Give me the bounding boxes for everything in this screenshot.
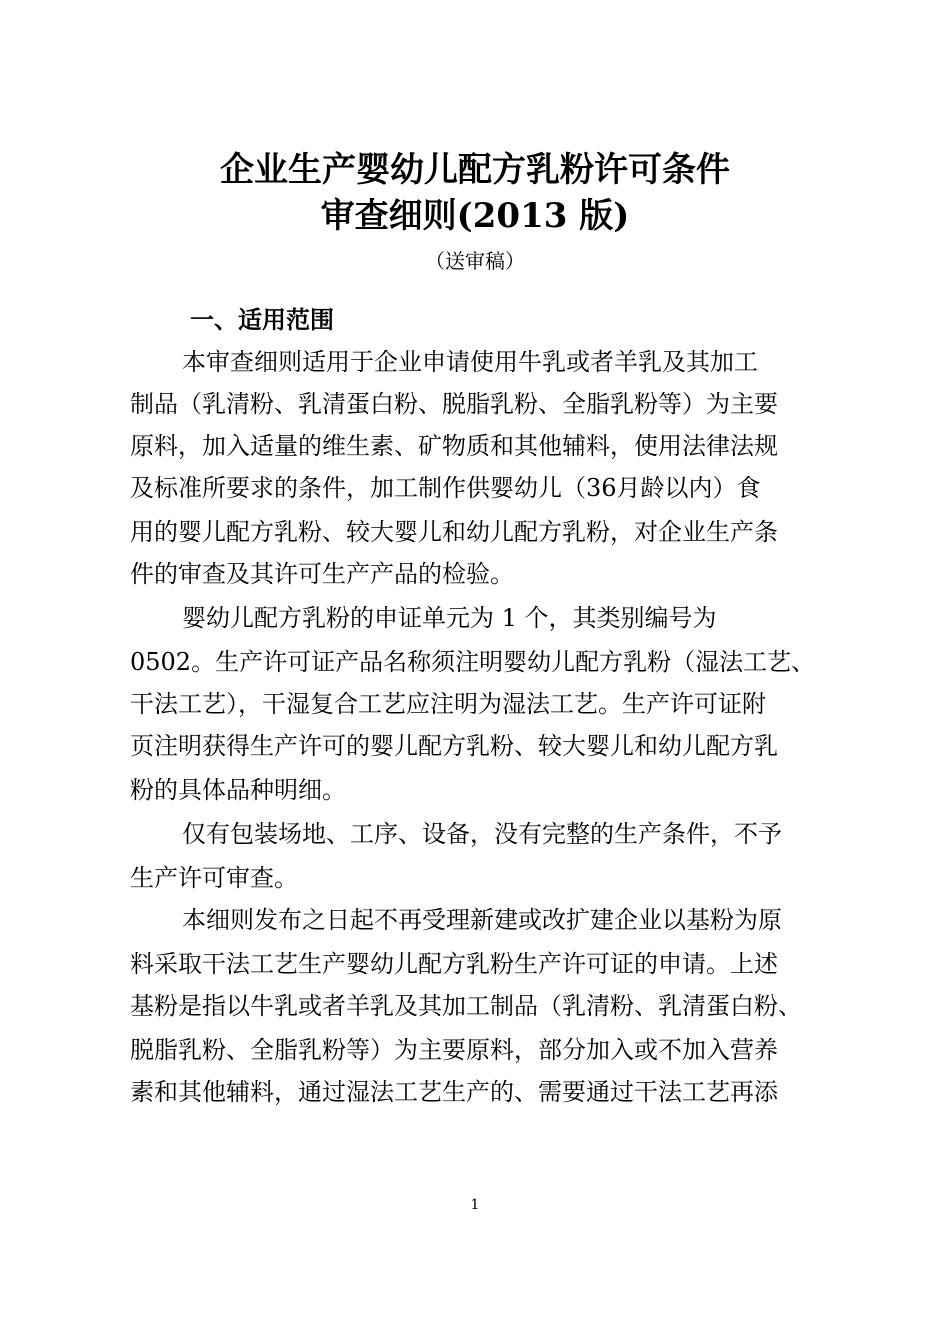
page-number: 1 bbox=[470, 1197, 480, 1213]
paragraph-2-line: 0502。生产许可证产品名称须注明婴幼儿配方乳粉（湿法工艺、 bbox=[130, 648, 816, 676]
paragraph-2-line: 干法工艺），干湿复合工艺应注明为湿法工艺。生产许可证附 bbox=[130, 690, 766, 718]
paragraph-3-line: 生产许可审查。 bbox=[130, 864, 298, 892]
paragraph-2-line: 页注明获得生产许可的婴儿配方乳粉、较大婴儿和幼儿配方乳 bbox=[130, 732, 778, 760]
paragraph-1-line: 及标准所要求的条件，加工制作供婴幼儿（36月龄以内）食 bbox=[130, 474, 761, 502]
paragraph-1-line: 本审查细则适用于企业申请使用牛乳或者羊乳及其加工 bbox=[182, 348, 758, 376]
paragraph-4-line: 本细则发布之日起不再受理新建或改扩建企业以基粉为原 bbox=[182, 906, 782, 934]
document-title-line-2: 审查细则(2013 版) bbox=[320, 196, 630, 236]
paragraph-4-line: 脱脂乳粉、全脂乳粉等）为主要原料，部分加入或不加入营养 bbox=[130, 1036, 778, 1064]
section-heading-scope: 一、适用范围 bbox=[190, 306, 334, 334]
paragraph-1-line: 制品（乳清粉、乳清蛋白粉、脱脂乳粉、全脂乳粉等）为主要 bbox=[130, 390, 778, 418]
paragraph-4-line: 基粉是指以牛乳或者羊乳及其加工制品（乳清粉、乳清蛋白粉、 bbox=[130, 992, 802, 1020]
paragraph-2-line: 粉的具体品种明细。 bbox=[130, 776, 346, 804]
document-subtitle: （送审稿） bbox=[425, 249, 525, 273]
paragraph-1-line: 件的审查及其许可生产产品的检验。 bbox=[130, 560, 514, 588]
paragraph-1-line: 原料，加入适量的维生素、矿物质和其他辅料，使用法律法规 bbox=[130, 432, 778, 460]
paragraph-2-line: 婴幼儿配方乳粉的申证单元为 1 个，其类别编号为 bbox=[182, 604, 717, 632]
document-title-line-1: 企业生产婴幼儿配方乳粉许可条件 bbox=[220, 150, 730, 190]
paragraph-1-line: 用的婴儿配方乳粉、较大婴儿和幼儿配方乳粉，对企业生产条 bbox=[130, 518, 778, 546]
paragraph-3-line: 仅有包装场地、工序、设备，没有完整的生产条件，不予 bbox=[182, 820, 782, 848]
paragraph-4-line: 素和其他辅料，通过湿法工艺生产的、需要通过干法工艺再添 bbox=[130, 1078, 778, 1106]
paragraph-4-line: 料采取干法工艺生产婴幼儿配方乳粉生产许可证的申请。上述 bbox=[130, 950, 778, 978]
